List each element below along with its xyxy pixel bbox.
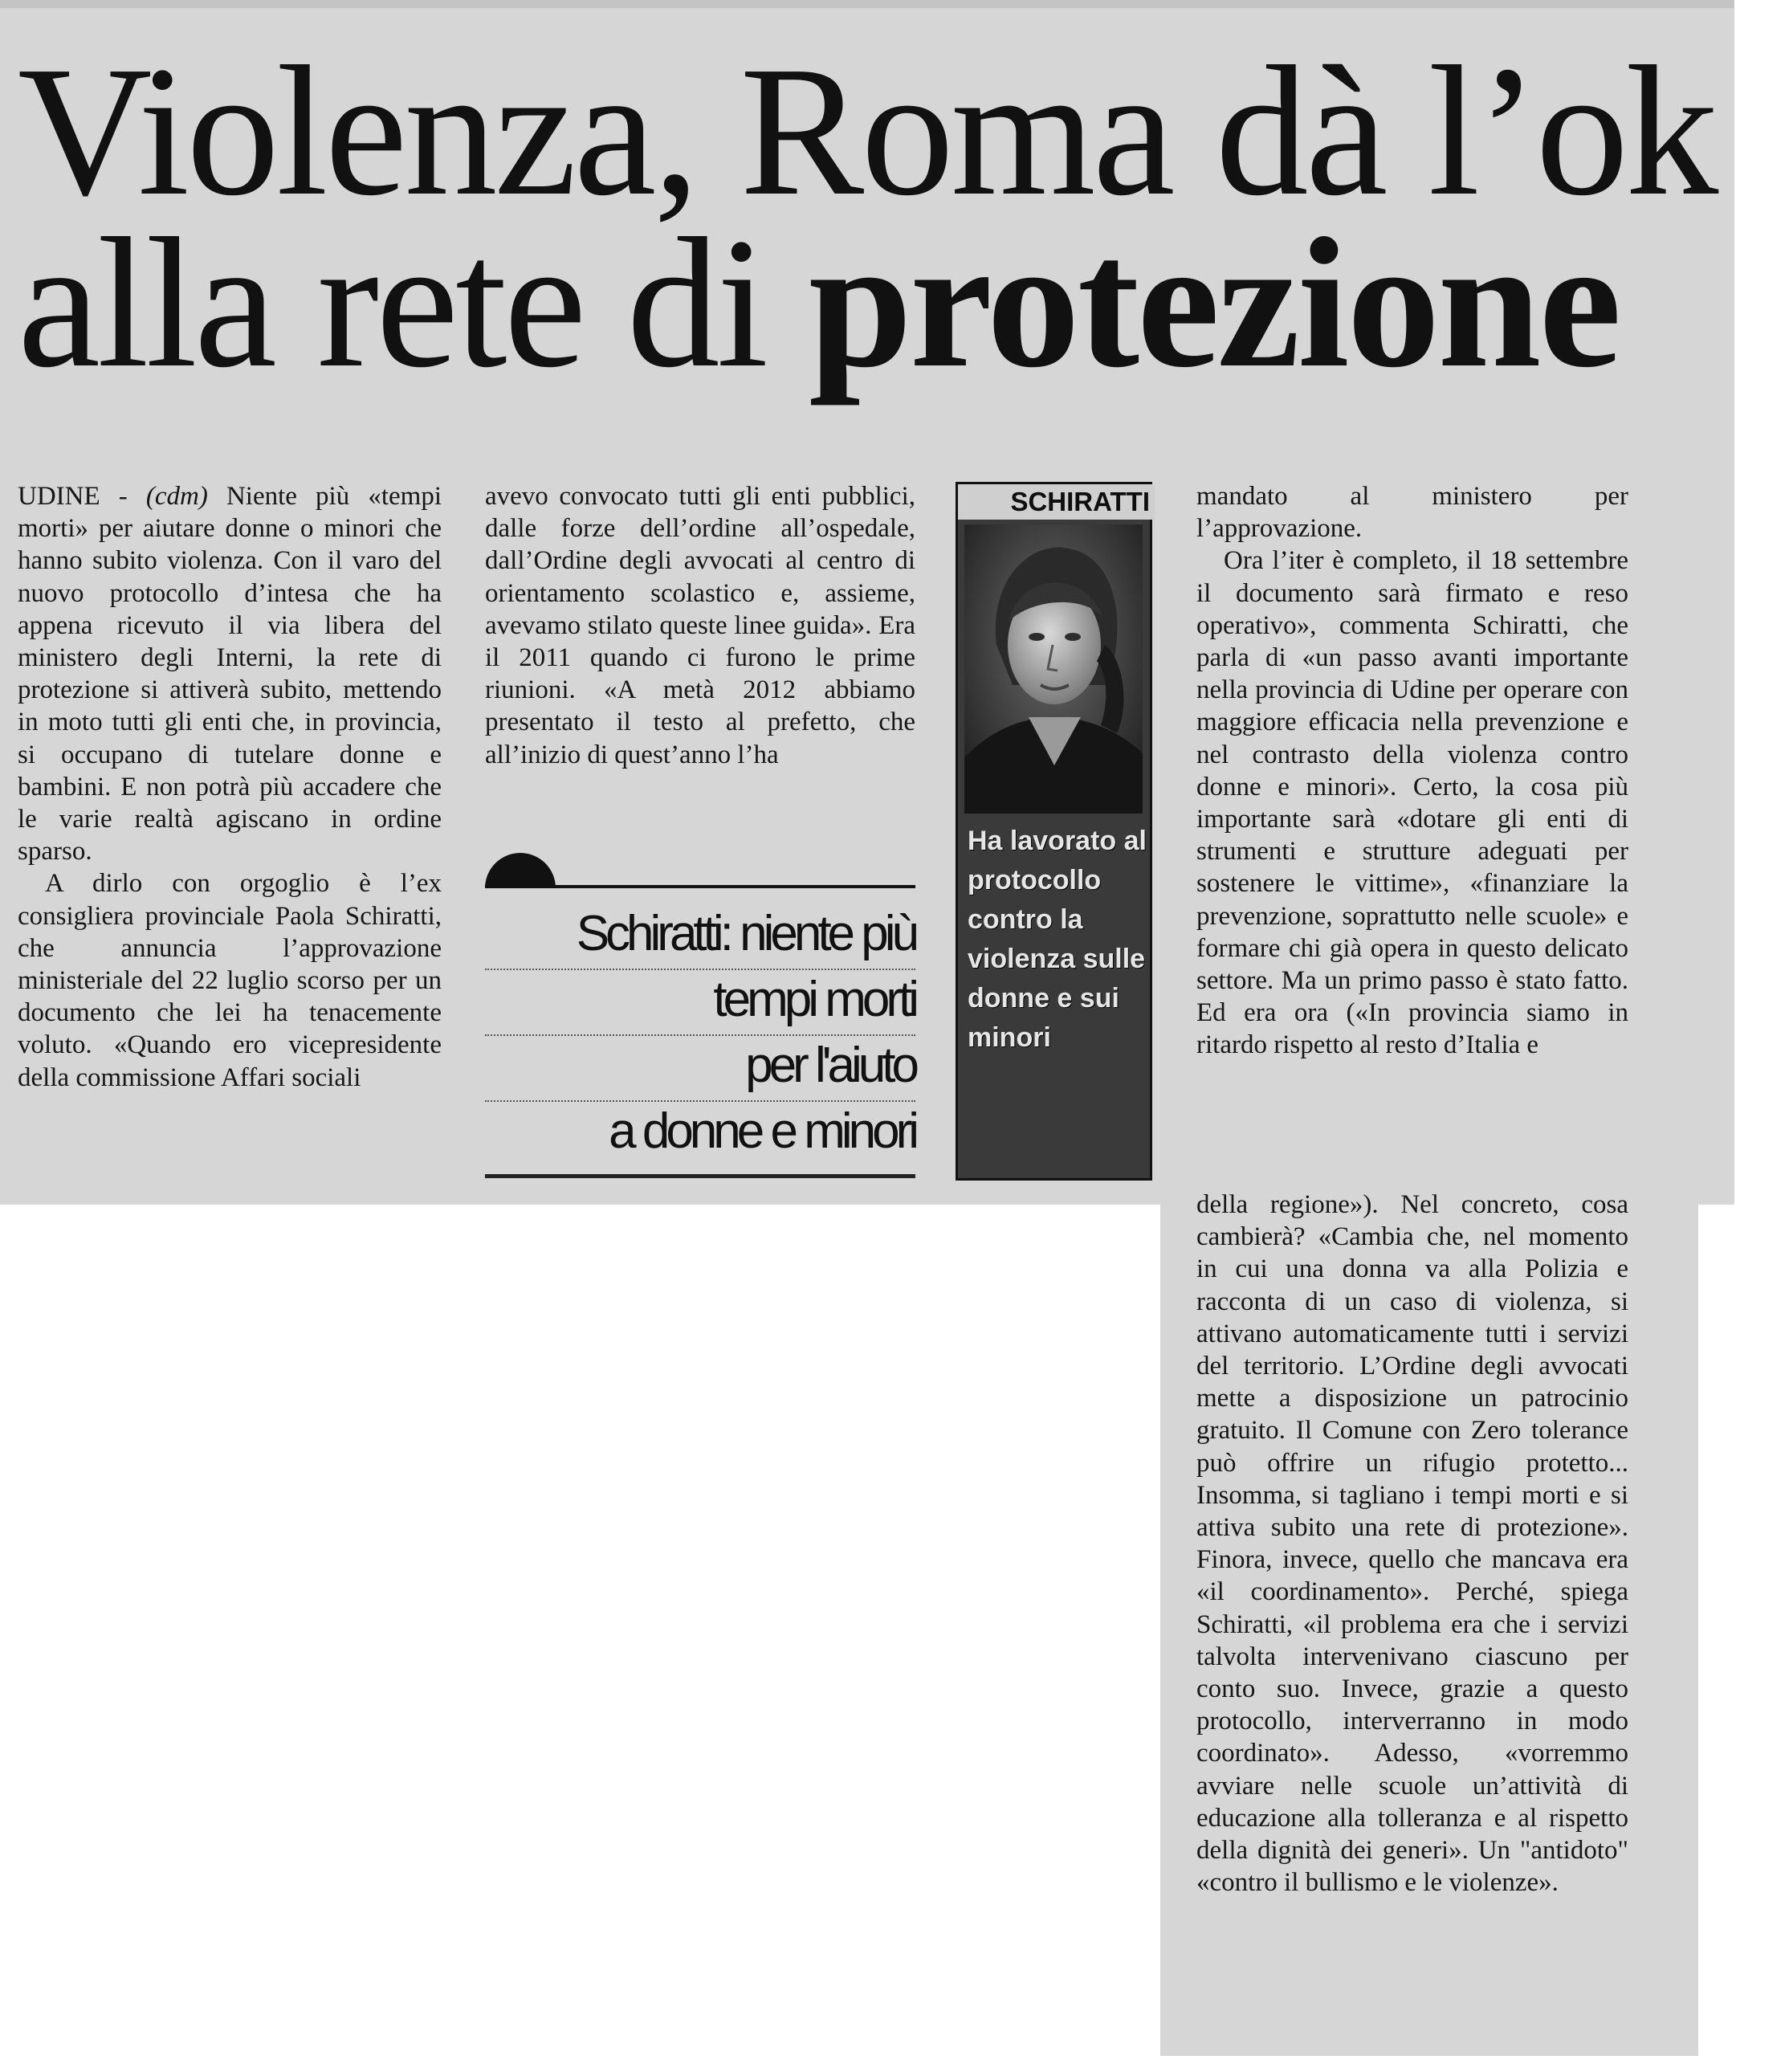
- lead-text: Niente più «tempi morti» per aiutare donne o minori che hanno subito violenza. Con il varo del nuovo protocollo d’intesa che ha appena ricevuto il via libera del ministero degli Interni, la rete di protezione si attiverà subito, mettendo in moto tutti gli enti che, in provincia, si occupano di tutelare donne e bambini. E non potrà più accadere che le varie realtà agiscano in ordine sparso.: [18, 482, 442, 867]
- article-column-4-continued: [1196, 1189, 1628, 1899]
- dateline: UDINE: [18, 482, 100, 511]
- headline-regular-part: alla rete di: [18, 200, 809, 406]
- pull-quote-semicircle-ornament: [485, 853, 556, 888]
- sidebar-caption: Ha lavorato al protocollo contro la violenza sulle donne e sui minori: [968, 826, 1147, 1053]
- pull-quote-bottom-rule: [485, 1174, 915, 1178]
- column-4-continued-text: della regione»). Nel concreto, cosa cambierà? «Cambia che, nel momento in cui una donna va alla Polizia e racconta di un caso di violenza, si attivano automaticamente tutti i servizi del territorio. L’Ordine degli avvocati mette a disposizione un patrocinio gratuito. Il Comune con Zero tolerance può offrire un rifugio protetto... Insomma, si tagliano i tempi morti e si attiva subito una rete di protezione». Finora, invece, quello che mancava era «il coordinamento». Perché, spiega Schiratti, «il problema era che i servizi talvolta intervenivano ciascuno per conto suo. Invece, grazie a questo protocollo, interverranno in modo coordinato». Adesso, «vorremmo avviare nelle scuole un’attività di educazione alla tolleranza e al rispetto della dignità dei generi». Un "antidoto" «contro il bullismo e le violenze».: [1196, 1190, 1628, 1898]
- byline: (cdm): [145, 482, 208, 511]
- column-4-paragraph-2: Ora l’iter è completo, il 18 settembre il documento sarà firmato e reso operativo», commenta Schiratti, che parla di «un passo avanti importante nella provincia di Udine per operare con maggiore efficacia nella prevenzione e nel contrasto della violenza contro donne e minori». Certo, la cosa più importante sarà «dotare gli enti di strumenti e strutture adeguati per sostenere le vittime», «finanziare la prevenzione, soprattutto nelle scuole» e formare chi già opera in questo delicato settore. Ma un primo passo è stato fatto. Ed era ora («In provincia siamo in ritardo rispetto al resto d’Italia e: [1196, 546, 1628, 1060]
- article-column-4: [1196, 480, 1628, 1062]
- headline-line-2: [18, 200, 1620, 406]
- pull-quote-line-4: a donne e minori: [609, 1103, 915, 1159]
- pull-quote-line-1: Schiratti: niente più: [485, 903, 915, 970]
- sidebar-name-label: SCHIRATTI: [958, 484, 1155, 520]
- portrait-photo: [964, 524, 1143, 814]
- article-column-1: [18, 480, 442, 1094]
- column-4-paragraph-1: mandato al ministero per l’approvazione.: [1196, 482, 1628, 544]
- pull-quote: [485, 853, 915, 1184]
- portrait-sidebar: [956, 482, 1152, 1181]
- column-2-text: avevo convocato tutti gli enti pubblici, dalle forze dell’ordine all’ospedale, dall’Ordine degli avvocati al centro di orientamento scolastico e, assieme, avevamo stilato queste linee guida». Era il 2011 quando ci furono le prime riunioni. «A metà 2012 abbiamo presentato il testo al prefetto, che all’inizio di quest’anno l’ha: [485, 482, 915, 769]
- pull-quote-line-3: per l'aiuto: [485, 1034, 915, 1102]
- clipping-top-edge: [0, 0, 1734, 8]
- headline-line-1: Violenza, Roma dà l’ok: [18, 28, 1716, 235]
- headline-bold-part: protezione: [808, 200, 1620, 406]
- pull-quote-line-2: tempi morti: [485, 969, 915, 1036]
- portrait-illustration: [964, 524, 1143, 814]
- pull-quote-top-rule: [485, 885, 915, 888]
- lead-paragraph: UDINE - (cdm) Niente più «tempi morti» per aiutare donne o minori che hanno subito violenza. Con il varo del nuovo protocollo d’intesa che ha appena ricevuto il via libera del ministero degli Interni, la rete di protezione si attiverà subito, mettendo in moto tutti gli enti che, in provincia, si occupano di tutelare donne e bambini. E non potrà più accadere che le varie realtà agiscano in ordine sparso.: [18, 482, 442, 867]
- article-column-2: [485, 480, 915, 771]
- paragraph-2: A dirlo con orgoglio è l’ex consigliera provinciale Paola Schiratti, che annuncia l’approvazione ministeriale del 22 luglio scorso per un documento che lei ha tenacemente voluto. «Quando ero vicepresidente della commissione Affari sociali: [18, 869, 442, 1092]
